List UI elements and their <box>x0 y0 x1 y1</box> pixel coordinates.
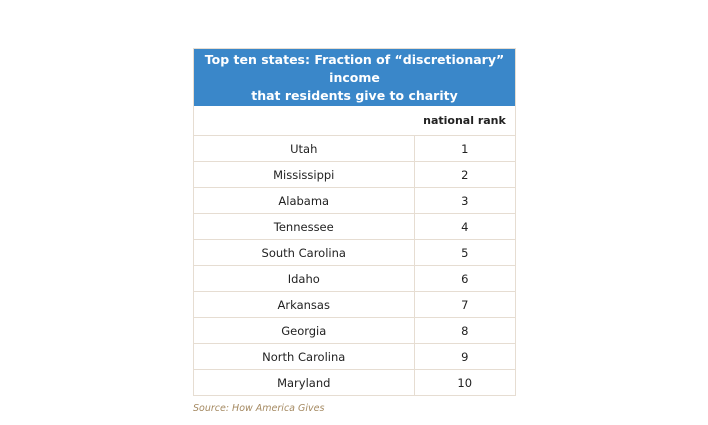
state-cell: North Carolina <box>194 344 414 370</box>
rank-cell: 8 <box>414 318 515 344</box>
state-cell: Alabama <box>194 188 414 214</box>
table-title-line-1: Top ten states: Fraction of “discretionary” income <box>204 51 505 85</box>
column-header-rank: national rank <box>414 106 515 136</box>
table-row <box>194 370 515 396</box>
table-title <box>194 49 515 106</box>
rank-cell: 2 <box>414 162 515 188</box>
state-cell: Idaho <box>194 266 414 292</box>
rank-cell: 3 <box>414 188 515 214</box>
table-row <box>194 266 515 292</box>
rank-table <box>194 106 515 395</box>
table-row <box>194 162 515 188</box>
rank-cell: 6 <box>414 266 515 292</box>
state-cell: Arkansas <box>194 292 414 318</box>
state-cell: Utah <box>194 136 414 162</box>
state-cell: Georgia <box>194 318 414 344</box>
state-cell: Tennessee <box>194 214 414 240</box>
header-row <box>194 106 515 136</box>
table-title-line-2: that residents give to charity <box>251 87 458 103</box>
table-row <box>194 318 515 344</box>
state-cell: Mississippi <box>194 162 414 188</box>
rank-cell: 9 <box>414 344 515 370</box>
state-cell: Maryland <box>194 370 414 396</box>
rank-cell: 1 <box>461 141 469 156</box>
rank-cell: 7 <box>414 292 515 318</box>
table-card <box>193 48 516 396</box>
rank-cell: 4 <box>414 214 515 240</box>
state-cell: South Carolina <box>194 240 414 266</box>
table-row <box>194 214 515 240</box>
source-note: Source: How America Gives <box>193 403 325 414</box>
table-row <box>194 240 515 266</box>
table-row <box>194 292 515 318</box>
table-row <box>194 188 515 214</box>
table-figure <box>193 48 516 414</box>
rank-cell: 5 <box>414 240 515 266</box>
table-row <box>194 344 515 370</box>
table-row <box>194 136 515 162</box>
rank-cell: 10 <box>414 370 515 396</box>
column-header-state <box>194 106 414 136</box>
